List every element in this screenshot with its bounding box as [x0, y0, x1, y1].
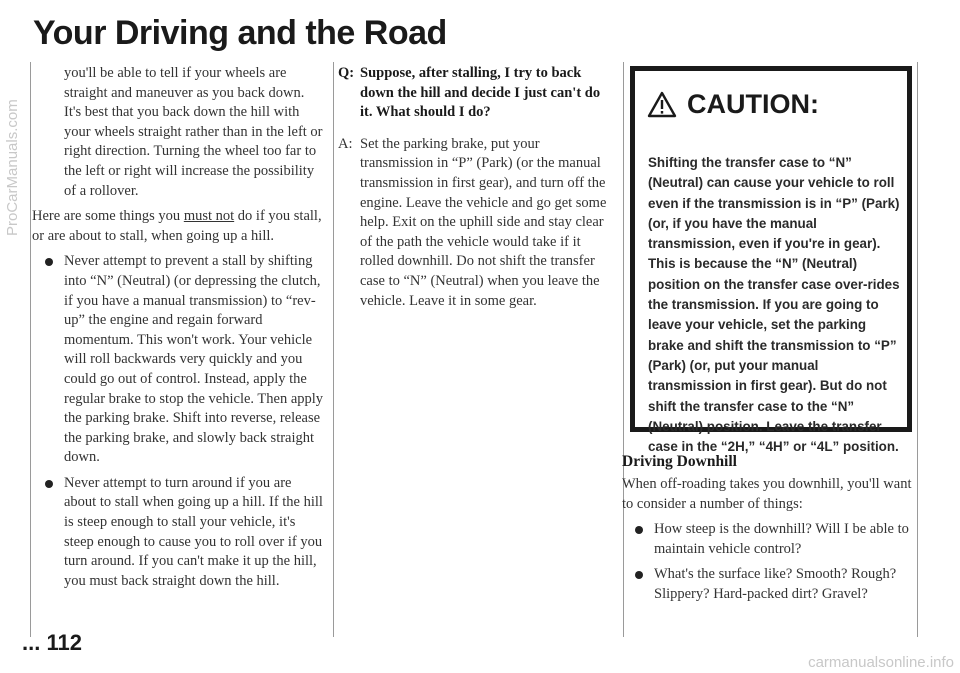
bullet-icon	[635, 526, 643, 534]
page-number: ... 112	[22, 630, 82, 655]
answer-label: A:	[338, 135, 353, 152]
caution-heading-text: CAUTION:	[687, 89, 819, 119]
answer-text: Set the parking brake, put your transmission in “P” (Park) (or the manual transmission in first gear), and turn off the engine. Leave the vehicle and go get some help. Exit on the uphill side and stay clear of the path the vehicle would take if it rolled downhill. Do not shift the transfer case to “N” (Neutral) when you leave the vehicle. Leave it in some gear.	[360, 135, 607, 309]
stall-intro-emphasis: must not	[183, 208, 235, 225]
caution-heading	[647, 89, 819, 120]
answer	[338, 135, 616, 311]
question	[338, 64, 616, 123]
caution-paragraph: Shifting the transfer case to “N” (Neutral) can cause your vehicle to roll even if the transmission is in “P” (Park) (or, if you have the manual transmission, even if you're in gear). This is because the “N” (Neutral) position on the transfer case over-rides the transmission. If you are going to leave your vehicle, set the parking brake and shift the transmission to “P” (Park) (or, put your manual transmission in first gear). But do not shift the transfer case to the “N” (Neutral) position. Leave the transfer case in the “2H,” “4H” or “4L” position.	[648, 155, 900, 455]
question-text: Suppose, after stalling, I try to back down the hill and decide I just can't do it. What should I do?	[360, 65, 601, 121]
stall-intro	[32, 207, 324, 246]
side-watermark: ProCarManuals.com	[4, 99, 21, 236]
caution-text	[648, 153, 900, 457]
page-title: Your Driving and the Road	[33, 14, 447, 52]
downhill-intro: When off-roading takes you downhill, you'll want to consider a number of things:	[622, 476, 912, 512]
column-divider-middle	[333, 62, 334, 637]
list-item-text: Never attempt to turn around if you are about to stall when going up a hill. If the hill is steep enough to stall your vehicle, it's steep enough to cause you to roll over if you turn around. If you can't make it up the hill, you must back straight down the hill.	[64, 474, 323, 589]
bullet-icon	[45, 258, 53, 266]
intro-continuation: you'll be able to tell if your wheels are straight and maneuver as you back down. It's best that you back down the hill with your wheels straight rather than in the left or right direction. Turning the wheel too far to the left or right will increase the possibility of a rollover.	[64, 65, 323, 199]
list-item	[32, 474, 324, 592]
list-item-text: How steep is the downhill? Will I be able to maintain vehicle control?	[654, 521, 909, 557]
middle-column	[338, 64, 616, 311]
stall-intro-before: Here are some things you	[32, 208, 184, 225]
bullet-icon	[635, 571, 643, 579]
footer-watermark: carmanualsonline.info	[808, 654, 954, 671]
bullet-icon	[45, 480, 53, 488]
list-item	[622, 565, 912, 604]
list-item-text: What's the surface like? Smooth? Rough? Slippery? Hard-packed dirt? Gravel?	[654, 566, 897, 602]
list-item-text: Never attempt to prevent a stall by shifting into “N” (Neutral) (or depressing the clutch, if you have a manual transmission) to “rev-up” the engine and regain forward momentum. This won't work. Your vehicle will roll backwards very quickly and you could go out of control. Instead, apply the regular brake to stop the vehicle. Then apply the parking brake. Shift into reverse, release the parking brake, and slowly back straight down.	[64, 253, 324, 466]
caution-box	[630, 66, 912, 455]
warning-triangle-icon	[647, 91, 677, 118]
question-label: Q:	[338, 65, 355, 81]
column-divider-left	[30, 62, 31, 637]
list-item	[32, 252, 324, 468]
section-heading-downhill: Driving Downhill	[622, 453, 737, 470]
column-divider-edge	[917, 62, 918, 637]
left-column	[32, 64, 324, 591]
stall-intro-after: do if you stall, or are about to stall, when going up a hill.	[32, 208, 322, 244]
downhill-section	[622, 475, 912, 605]
list-item	[622, 520, 912, 559]
